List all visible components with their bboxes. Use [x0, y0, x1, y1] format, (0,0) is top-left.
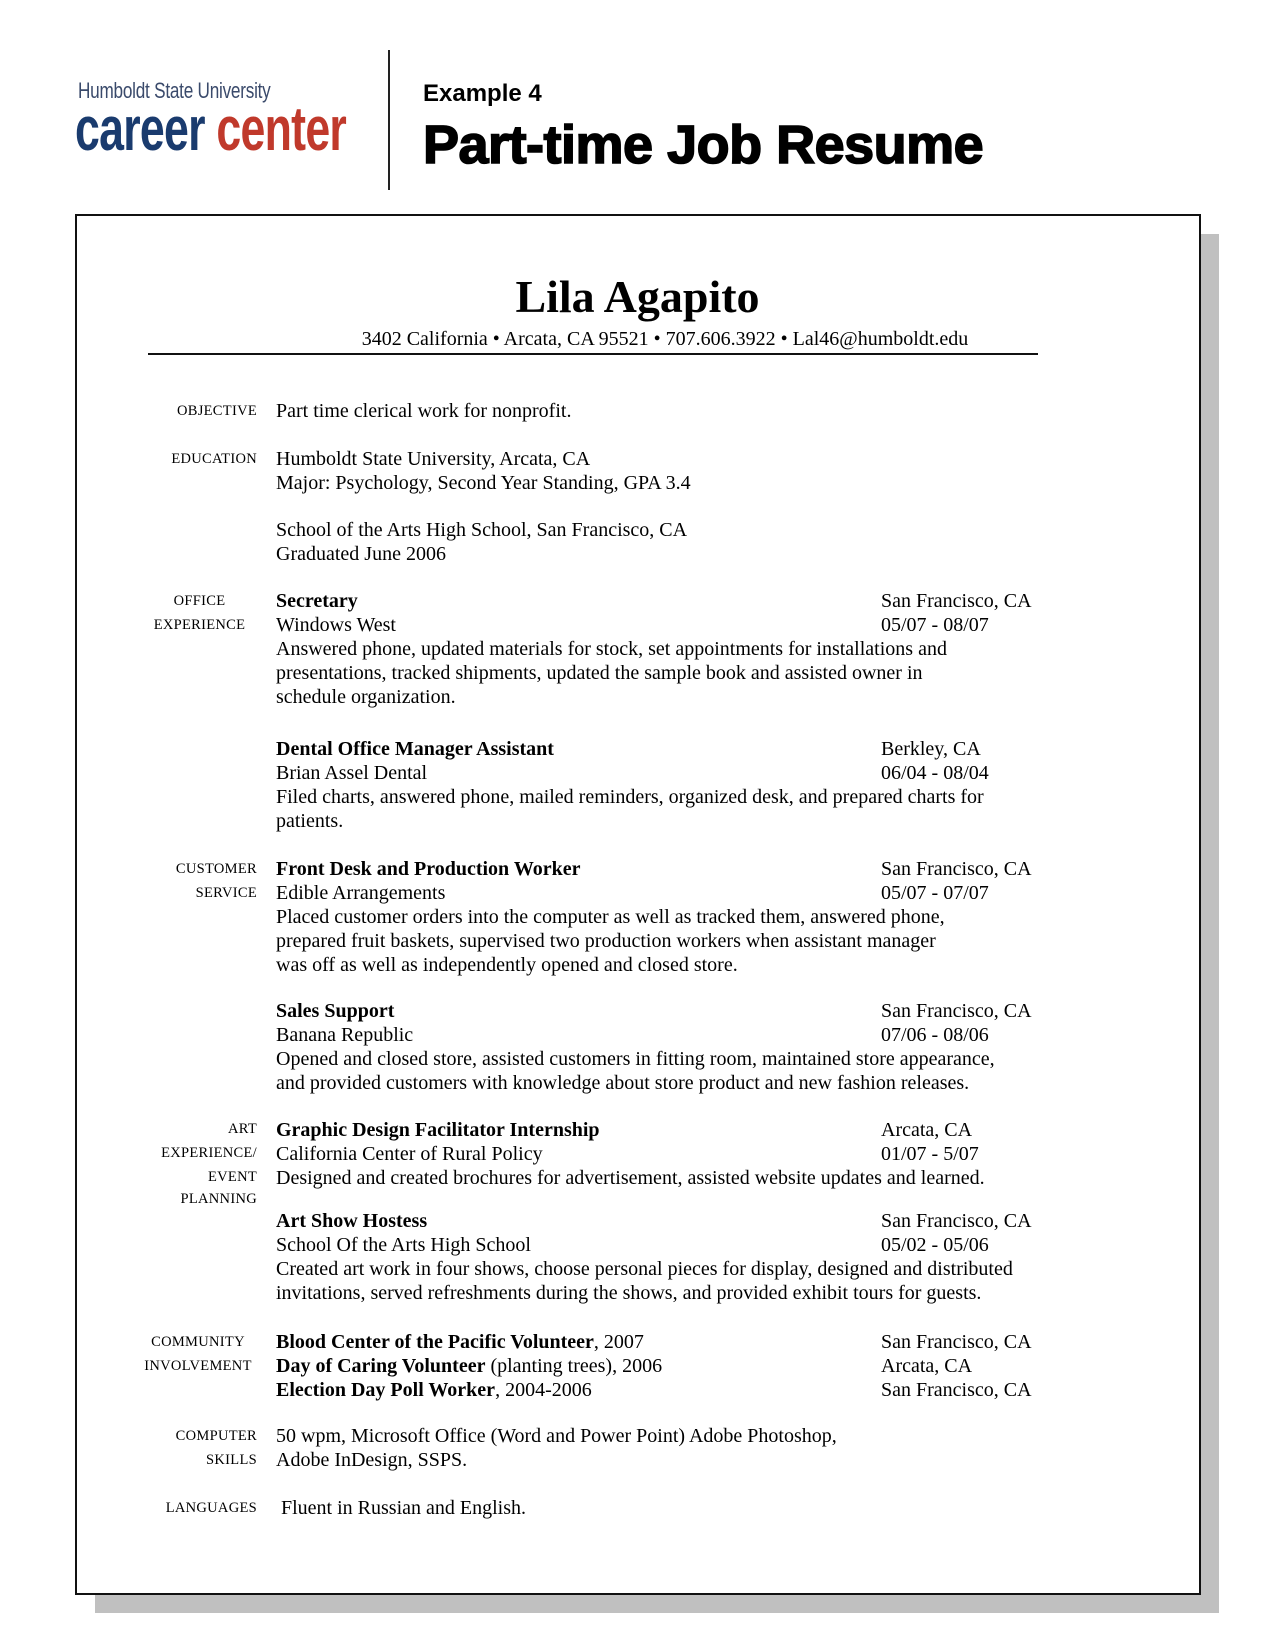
logo-university: Humboldt State University [78, 78, 271, 103]
section-label: ART EXPERIENCE/ EVENT PLANNING [161, 1121, 257, 1207]
community-item: Election Day Poll Worker, 2004-2006 [276, 1379, 592, 1401]
section-label: LANGUAGES [165, 1500, 257, 1516]
job-description: Answered phone, updated materials for stock, set appointments for installations and [276, 638, 947, 660]
resume-name: Lila Agapito [515, 271, 760, 322]
job-description: was off as well as independently opened and closed store. [276, 954, 738, 976]
school-name: Humboldt State University, Arcata, CA [276, 448, 591, 470]
job-description: Created art work in four shows, choose personal pieces for display, designed and distributed [276, 1258, 1013, 1280]
job-title: Art Show Hostess [276, 1210, 428, 1232]
section-label: EDUCATION [171, 451, 257, 467]
skills-text: Adobe InDesign, SSPS. [276, 1449, 468, 1471]
job-description: Filed charts, answered phone, mailed reminders, organized desk, and prepared charts for [276, 786, 984, 808]
job-description: prepared fruit baskets, supervised two production workers when assistant manager [276, 930, 936, 952]
languages-text: Fluent in Russian and English. [281, 1497, 526, 1519]
job-description: Placed customer orders into the computer as well as tracked them, answered phone, [276, 906, 945, 928]
job-company: California Center of Rural Policy [276, 1143, 543, 1165]
job-dates: 07/06 - 08/06 [881, 1024, 989, 1046]
job-dates: 05/02 - 05/06 [881, 1234, 989, 1256]
logo-word-career: career [75, 95, 205, 164]
job-company: Banana Republic [276, 1024, 414, 1046]
job-description: patients. [276, 810, 344, 832]
section-label: COMMUNITY INVOLVEMENT [144, 1334, 252, 1374]
logo-word-center: center [216, 95, 347, 164]
job-title: Front Desk and Production Worker [276, 858, 581, 880]
logo-career-center [75, 94, 346, 165]
community-item: Blood Center of the Pacific Volunteer, 2007 [276, 1331, 644, 1353]
community-location: San Francisco, CA [881, 1379, 1032, 1401]
section-label: COMPUTER SKILLS [175, 1428, 257, 1468]
job-location: San Francisco, CA [881, 590, 1032, 612]
job-title: Secretary [276, 590, 358, 612]
school-detail: Graduated June 2006 [276, 543, 446, 565]
community-item: Day of Caring Volunteer (planting trees), 2006 [276, 1355, 663, 1377]
job-location: San Francisco, CA [881, 1000, 1032, 1022]
school-detail: Major: Psychology, Second Year Standing, GPA 3.4 [276, 472, 691, 494]
skills-text: 50 wpm, Microsoft Office (Word and Power Point) Adobe Photoshop, [276, 1425, 837, 1447]
job-dates: 01/07 - 5/07 [881, 1143, 979, 1165]
community-location: San Francisco, CA [881, 1331, 1032, 1353]
community-location: Arcata, CA [881, 1355, 973, 1377]
header-divider [388, 50, 390, 190]
job-dates: 05/07 - 07/07 [881, 882, 989, 904]
name-rule [148, 353, 1038, 355]
objective-text: Part time clerical work for nonprofit. [276, 400, 572, 422]
job-dates: 06/04 - 08/04 [881, 762, 989, 784]
job-location: San Francisco, CA [881, 1210, 1032, 1232]
job-description: Opened and closed store, assisted customers in fitting room, maintained store appearance, [276, 1048, 995, 1070]
job-company: School Of the Arts High School [276, 1234, 531, 1256]
job-company: Windows West [276, 614, 396, 636]
job-title: Sales Support [276, 1000, 395, 1022]
job-title: Dental Office Manager Assistant [276, 738, 554, 760]
job-description: Designed and created brochures for advertisement, assisted website updates and learned. [276, 1167, 985, 1189]
job-location: Berkley, CA [881, 738, 981, 760]
job-company: Brian Assel Dental [276, 762, 428, 784]
job-description: schedule organization. [276, 686, 456, 708]
job-location: San Francisco, CA [881, 858, 1032, 880]
document-title: Part-time Job Resume [423, 115, 984, 175]
section-label: CUSTOMER SERVICE [175, 861, 257, 901]
job-title: Graphic Design Facilitator Internship [276, 1119, 600, 1141]
job-description: presentations, tracked shipments, updated the sample book and assisted owner in [276, 662, 923, 684]
section-label: OBJECTIVE [176, 403, 257, 419]
section-label: OFFICE EXPERIENCE [153, 593, 246, 633]
job-location: Arcata, CA [881, 1119, 973, 1141]
example-label: Example 4 [423, 80, 542, 107]
job-description: and provided customers with knowledge about store product and new fashion releases. [276, 1072, 970, 1094]
job-description: invitations, served refreshments during the shows, and provided exhibit tours for guests. [276, 1282, 982, 1304]
job-dates: 05/07 - 08/07 [881, 614, 989, 636]
school-name: School of the Arts High School, San Francisco, CA [276, 519, 688, 541]
contact-line: 3402 California • Arcata, CA 95521 • 707.606.3922 • Lal46@humboldt.edu [361, 328, 969, 350]
job-company: Edible Arrangements [276, 882, 446, 904]
